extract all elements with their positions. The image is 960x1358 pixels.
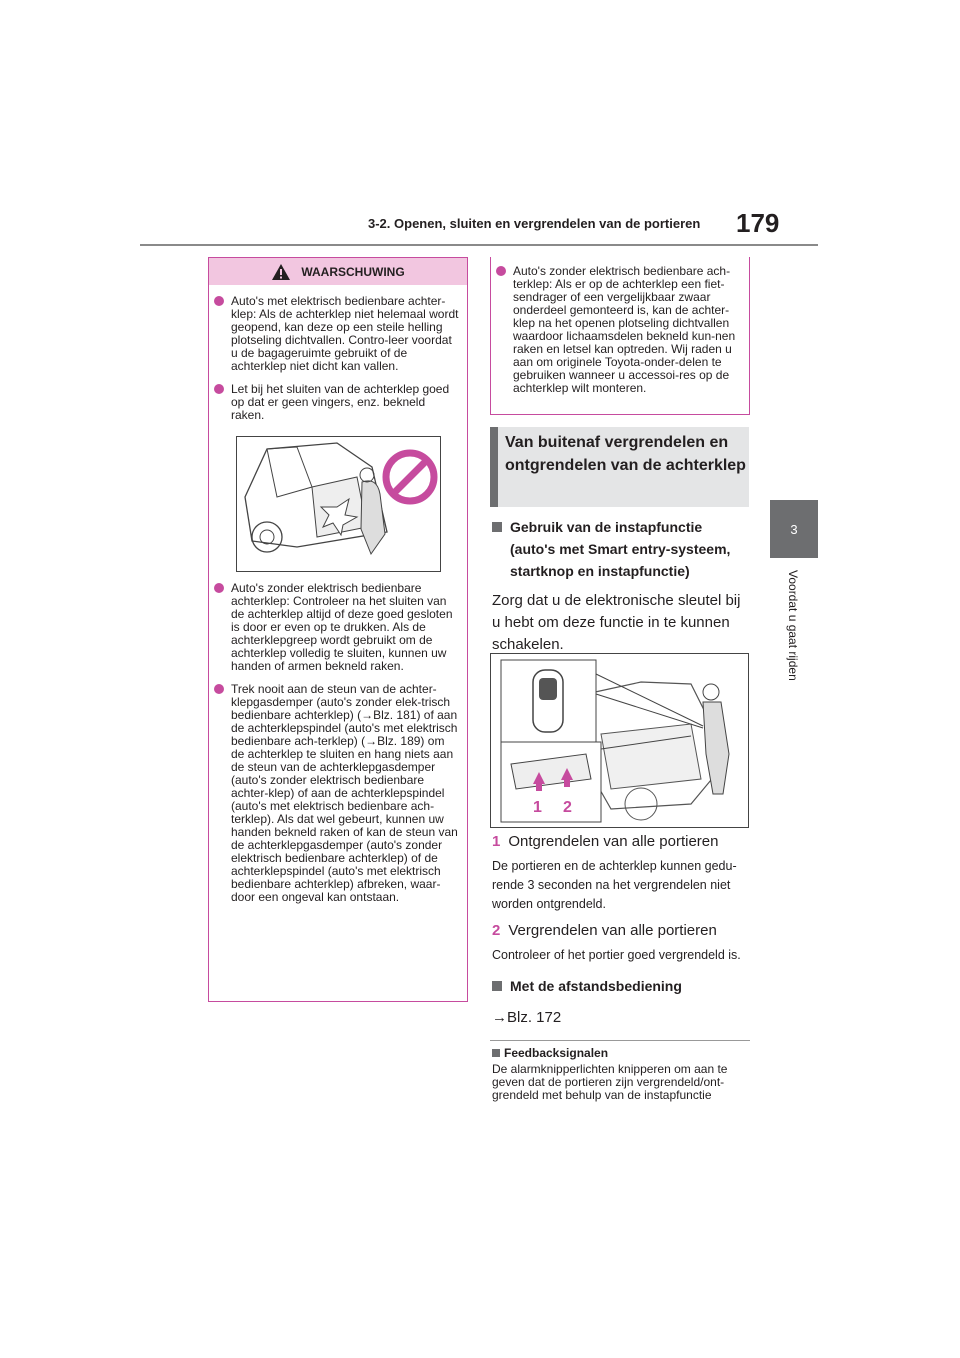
- chapter-tab: 3: [770, 500, 818, 558]
- tailgate-pinch-illustration: [236, 436, 441, 572]
- subsection-title: Gebruik van de instapfunctie (auto's met Smart entry-systeem, startknop en instapfunctie): [492, 516, 750, 582]
- subsection-title: Met de afstandsbediening: [492, 975, 750, 997]
- step-2-note: Controleer of het portier goed vergrendeld is.: [492, 948, 741, 962]
- subsection-text: Zorg dat u de elektronische sleutel bij u hebt om deze functie in te kunnen schakelen.: [492, 592, 741, 653]
- feedback-text: De alarmknipperlichten knipperen om aan te geven dat de portieren zijn vergrendeld/ont-grendeld met behulp van de instapfunctie: [492, 1062, 728, 1102]
- bullet-dot-icon: [214, 384, 224, 394]
- feedback-title: Feedbacksignalen: [492, 1045, 750, 1061]
- header-title: 3-2. Openen, sluiten en vergrendelen van de portieren: [368, 216, 701, 231]
- square-bullet-icon: [492, 522, 502, 532]
- square-bullet-icon: [492, 981, 502, 991]
- warning-item: Let bij het sluiten van de achterklep goed op dat er geen vingers, enz. bekneld raken.: [213, 383, 459, 422]
- warning-box: [208, 257, 468, 1002]
- page-number: 179: [736, 208, 780, 238]
- page-reference: →Blz. 172: [492, 1009, 562, 1026]
- square-bullet-icon: [492, 1049, 500, 1057]
- bullet-dot-icon: [214, 296, 224, 306]
- smart-key-tailgate-illustration: [490, 653, 749, 828]
- warning-header: [209, 258, 467, 285]
- step-2: 2 Vergrendelen van alle portieren: [492, 922, 717, 939]
- header-divider: [140, 244, 818, 246]
- step-1-note: De portieren en de achterklep kunnen gedu-rende 3 seconden na het vergrendelen niet worden ontgrendeld.: [492, 859, 737, 911]
- bullet-dot-icon: [496, 266, 506, 276]
- bullet-dot-icon: [214, 583, 224, 593]
- subsection-instapfunctie: [492, 516, 750, 656]
- bullet-dot-icon: [214, 684, 224, 694]
- warning-title: WAARSCHUWING: [301, 264, 405, 279]
- figure-label-2: 2: [563, 799, 572, 816]
- step-1: 1 Ontgrendelen van alle portieren: [492, 833, 719, 850]
- figure-label-1: 1: [533, 799, 542, 816]
- section-heading: Van buitenaf vergrendelen en ontgrendelen van de achterklep: [490, 427, 749, 507]
- chapter-label: Voordat u gaat rijden: [786, 570, 800, 681]
- warning-item: Trek nooit aan de steun van de achter-klepgasdemper (auto's zonder elek-trisch bedienbare achterklep) (→Blz. 181) of aan de achterklepspindel (auto's met elektrisch bedienbare ach-terklep) (→Blz. 189) om de achterklep te sluiten en hang niets aan de steun van de achterklepgasdemper (auto's zonder elektrisch bedienbare achter-klep) of aan de achterklepspindel (auto's met elektrisch bedienbare ach-terklep). Als dat wel gebeurt, kunnen uw handen bekneld raken of kan de steun van de achterklepgasdemper (auto's zonder elektrisch bedienbare achterklep) of de achterklepspindel (auto's met elektrisch bedienbare achterklep) afbreken, waar-door een ongeval kan ontstaan.: [213, 683, 459, 904]
- feedback-section: [492, 1045, 750, 1102]
- warning-box-continued: [490, 257, 750, 415]
- warning-item: Auto's met elektrisch bedienbare achter-klep: Als de achterklep niet helemaal wordt geopend, kan deze op een steile helling plotseling dichtvallen. Contro-leer voordat u de bagageruimte gebruikt of de achterklep niet dicht kan vallen.: [213, 295, 459, 373]
- warning-item: Auto's zonder elektrisch bedienbare ach-terklep: Als er op de achterklep een fiet-sendrager of een vergelijkbaar zwaar onderdeel gemonteerd is, kan de achter-klep na het openen plotseling dichtvallen waardoor lichaamsdelen bekneld kun-nen raken en letsel kan optreden. Wij raden u aan om originele Toyota-onder-delen te gebruiken wanneer u accessoi-res op de achterklep wilt monteren.: [495, 265, 741, 395]
- subsection-afstandsbediening: [492, 975, 750, 1029]
- warning-item: Auto's zonder elektrisch bedienbare achterklep: Controleer na het sluiten van de achterklep altijd of deze goed gesloten is door er even op te drukken. Als de achterklepgreep wordt gebruikt om de achterklep volledig te sluiten, kunnen uw handen of armen bekneld raken.: [213, 582, 459, 673]
- steps: [492, 831, 750, 965]
- warning-triangle-icon: [271, 263, 291, 281]
- feedback-divider: [490, 1040, 750, 1041]
